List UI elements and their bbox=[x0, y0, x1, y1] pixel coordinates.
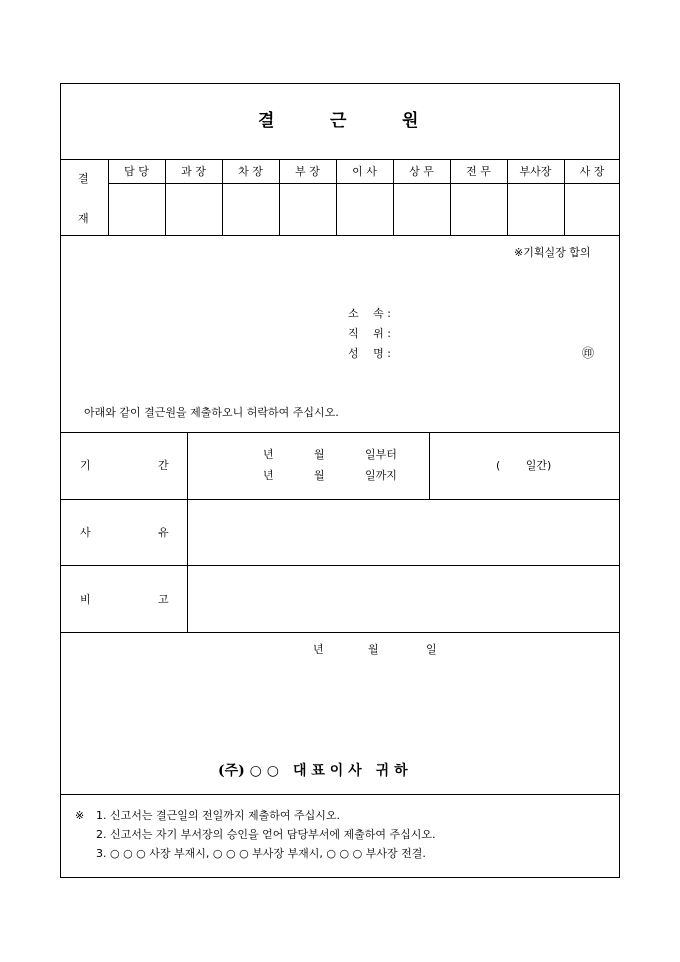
approval-role: 사 장 bbox=[579, 165, 605, 178]
approval-role: 이 사 bbox=[352, 165, 377, 178]
approval-role: 부사장 bbox=[519, 165, 552, 178]
label-col-line bbox=[187, 432, 188, 632]
approval-role: 부 장 bbox=[295, 165, 320, 178]
divider-approval-bottom bbox=[60, 235, 620, 236]
title-char-2: 근 bbox=[330, 111, 347, 131]
note-item-1: 1. 신고서는 결근일의 전일까지 제출하여 주십시오. bbox=[96, 809, 340, 822]
divider-period-top bbox=[60, 432, 620, 433]
note-item-2: 2. 신고서는 자기 부서장의 승인을 얻어 담당부서에 제출하여 주십시오. bbox=[96, 828, 436, 841]
approval-role: 전 무 bbox=[466, 165, 491, 178]
agreement-note: ※기획실장 합의 bbox=[514, 246, 591, 259]
period-label-right: 간 bbox=[158, 459, 169, 472]
period-label-left: 기 bbox=[80, 459, 91, 472]
divider-approval-header bbox=[108, 183, 620, 184]
period-from-day: 일부터 bbox=[365, 448, 397, 461]
period-to-year: 년 bbox=[263, 469, 274, 482]
period-to-month: 월 bbox=[314, 469, 325, 482]
recipient-line: (주) ○ ○ 대 표 이 사 귀 하 bbox=[218, 763, 408, 779]
date-year: 년 bbox=[313, 643, 324, 656]
date-day: 일 bbox=[426, 643, 437, 656]
note-item-3: 3. ○ ○ ○ 사장 부재시, ○ ○ ○ 부사장 부재시, ○ ○ ○ 부사장 전결. bbox=[96, 847, 426, 860]
form-frame bbox=[60, 83, 620, 878]
reason-label-right: 유 bbox=[158, 526, 169, 539]
divider-remarks-top bbox=[60, 565, 620, 566]
approval-role: 차 장 bbox=[238, 165, 263, 178]
divider-notes-top bbox=[60, 794, 620, 795]
period-days: ( 일간) bbox=[496, 459, 552, 472]
approval-role: 담 당 bbox=[124, 165, 149, 178]
date-month: 월 bbox=[368, 643, 379, 656]
divider-remarks-bottom bbox=[60, 632, 620, 633]
title-char-1: 결 bbox=[258, 111, 275, 131]
approval-role: 상 무 bbox=[409, 165, 434, 178]
approval-label-top: 결 bbox=[78, 172, 89, 185]
period-to-day: 일까지 bbox=[365, 469, 397, 482]
request-sentence: 아래와 같이 결근원을 제출하오니 허락하여 주십시오. bbox=[84, 406, 339, 419]
approval-label-bottom: 재 bbox=[78, 212, 89, 225]
divider-reason-top bbox=[60, 499, 620, 500]
name-label: 성 명 : bbox=[348, 347, 391, 360]
notes-mark: ※ bbox=[75, 809, 85, 822]
title-char-3: 원 bbox=[402, 111, 419, 131]
divider-title bbox=[60, 159, 620, 160]
period-days-col-line bbox=[429, 432, 430, 499]
position-label: 직 위 : bbox=[348, 327, 391, 340]
seal-mark: ㊞ bbox=[582, 346, 595, 360]
period-from-month: 월 bbox=[314, 448, 325, 461]
remarks-label-right: 고 bbox=[158, 593, 169, 606]
period-from-year: 년 bbox=[263, 448, 274, 461]
department-label: 소 속 : bbox=[348, 307, 391, 320]
remarks-label-left: 비 bbox=[80, 593, 91, 606]
reason-label-left: 사 bbox=[80, 526, 91, 539]
approval-role: 과 장 bbox=[181, 165, 206, 178]
